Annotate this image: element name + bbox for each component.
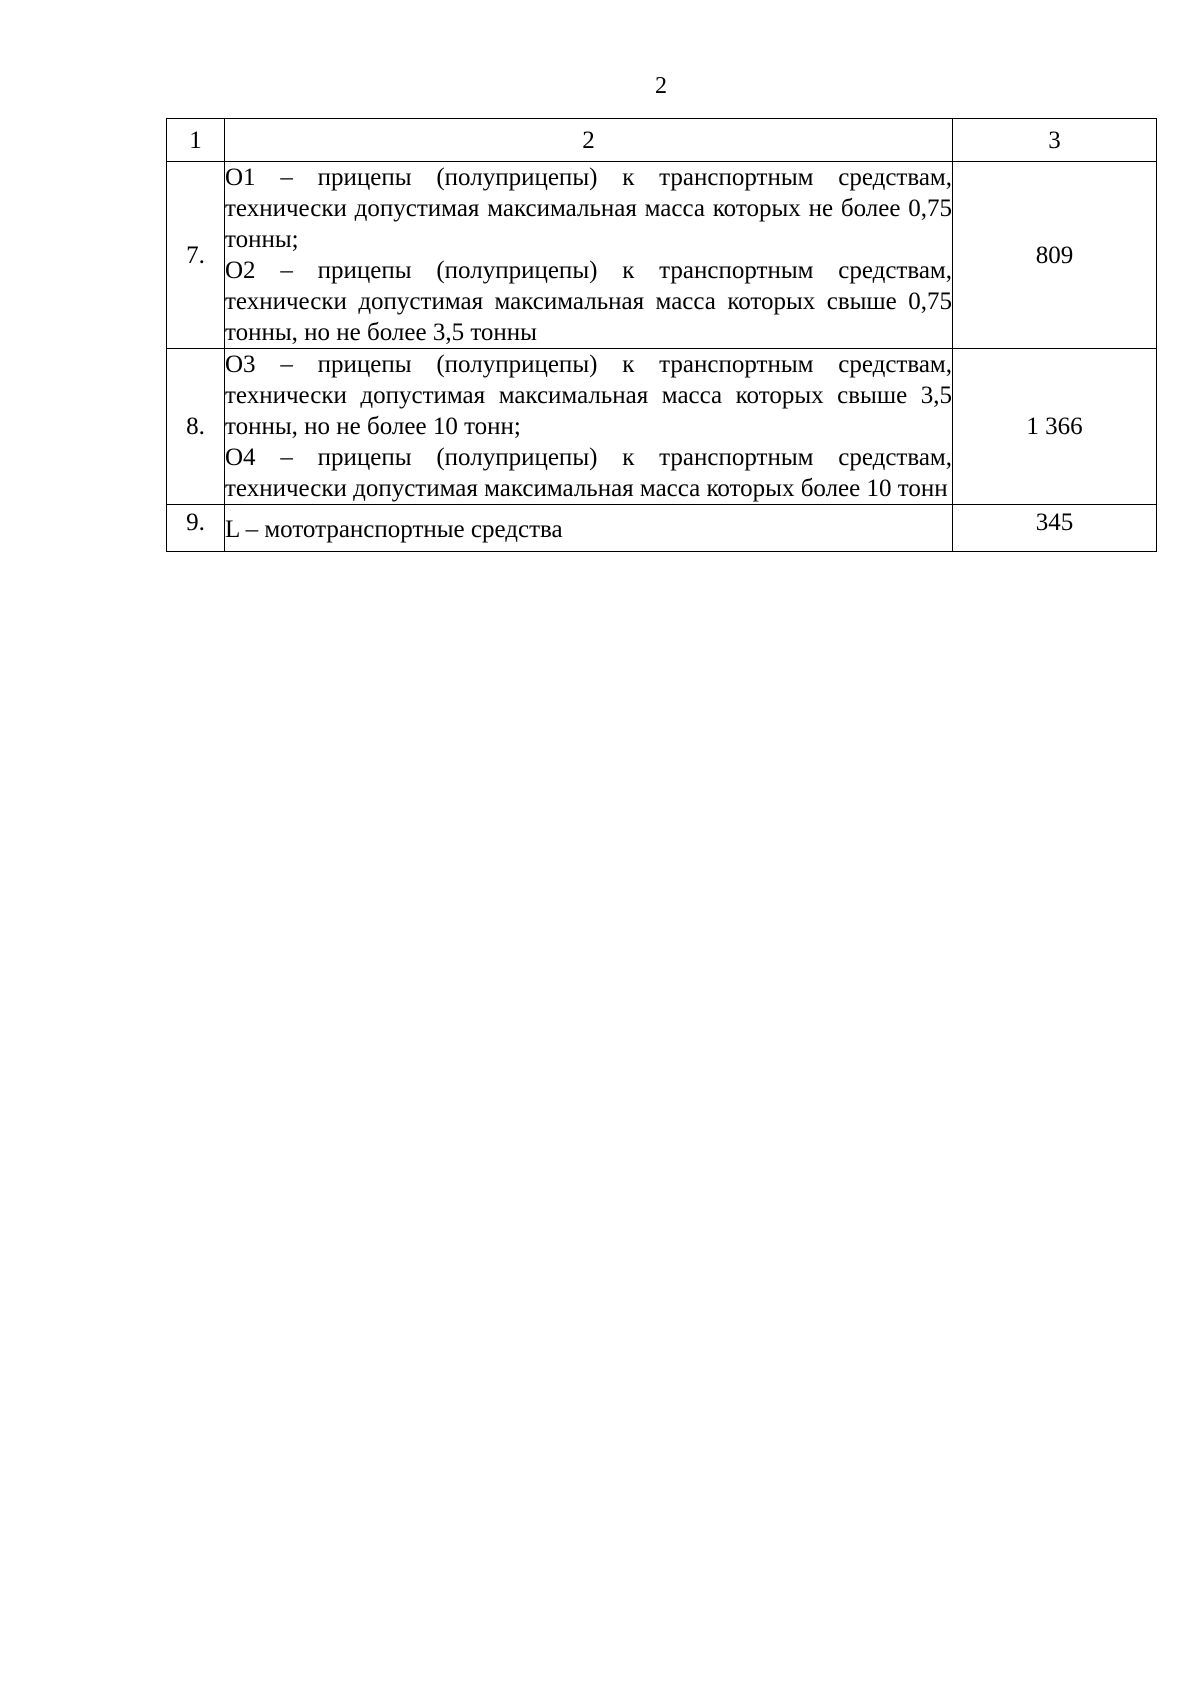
row-description <box>225 349 953 505</box>
table-row <box>167 505 1157 552</box>
column-number-1: 1 <box>167 119 225 162</box>
row-number: 9. <box>167 505 225 552</box>
row-value: 809 <box>953 162 1157 349</box>
category-o2-text: O2 – прицепы (полуприцепы) к транспортным средствам, технически допустимая максимальная масса которых свыше 0,75 тонны, но не более 3,5 тонны <box>225 257 952 346</box>
row-value: 1 366 <box>953 349 1157 505</box>
category-l-text: L – мототранспортные средства <box>225 515 563 543</box>
row-description <box>225 505 953 552</box>
column-number-2: 2 <box>225 119 953 162</box>
row-number: 8. <box>167 349 225 505</box>
category-o4-text: O4 – прицепы (полуприцепы) к транспортным средствам, технически допустимая максимальная масса которых более 10 тонн <box>225 444 952 502</box>
vehicle-category-table <box>166 118 1157 552</box>
table-header-row <box>167 119 1157 162</box>
row-number: 7. <box>167 162 225 349</box>
category-o3-text: O3 – прицепы (полуприцепы) к транспортным средствам, технически допустимая максимальная масса которых свыше 3,5 тонны, но не более 10 тонн; <box>225 351 952 440</box>
category-o1-text: O1 – прицепы (полуприцепы) к транспортным средствам, технически допустимая максимальная масса которых не более 0,75 тонны; <box>225 164 952 253</box>
table-row <box>167 349 1157 505</box>
page-number: 2 <box>655 73 667 99</box>
row-value: 345 <box>953 505 1157 552</box>
column-number-3: 3 <box>953 119 1157 162</box>
row-description <box>225 162 953 349</box>
table-row <box>167 162 1157 349</box>
